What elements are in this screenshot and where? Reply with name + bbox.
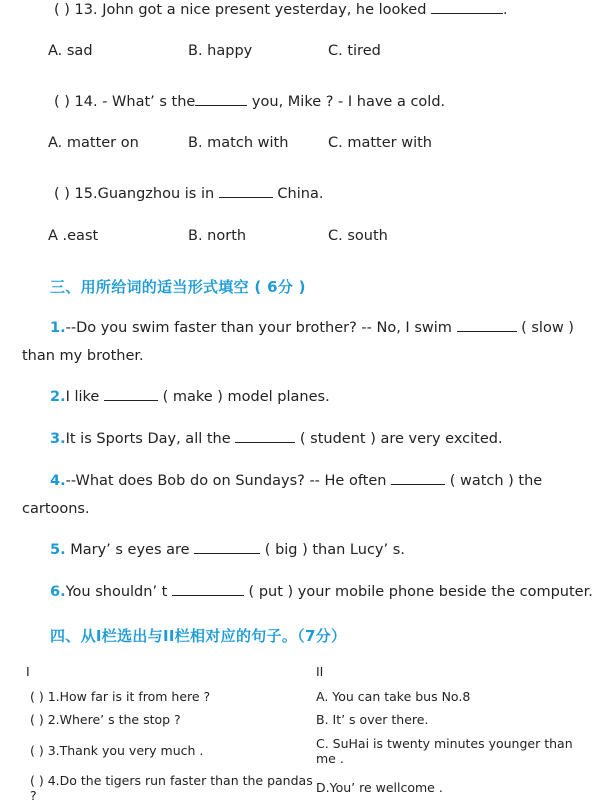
item-text: I like xyxy=(65,389,100,405)
fill-item-4 xyxy=(50,473,542,489)
answer-blank[interactable] xyxy=(431,12,503,14)
question-13 xyxy=(54,2,508,18)
item-number: 4. xyxy=(50,473,66,489)
item-text: --Do you swim faster than your brother? -- No, I swim xyxy=(65,320,452,336)
col1-item-2: ( ) 2.Where’ s the stop ? xyxy=(30,712,181,727)
section-4-title: 四、从I栏选出与II栏相对应的句子。（7分） xyxy=(50,627,347,645)
option-b: B. match with xyxy=(188,135,289,151)
item-text: Mary’ s eyes are xyxy=(65,542,190,558)
fill-item-5 xyxy=(50,542,405,558)
option-b: B. north xyxy=(188,228,247,244)
item-text: You shouldn’ t xyxy=(65,584,168,600)
answer-blank[interactable] xyxy=(195,104,247,106)
item-hint: ( big ) than Lucy’ s. xyxy=(260,542,405,558)
option-a: A .east xyxy=(48,228,99,244)
item-number: 6. xyxy=(50,584,66,600)
col2-item-c: C. SuHai is twenty minutes younger than xyxy=(316,736,573,751)
question-15-text: ( ) 15.Guangzhou is in xyxy=(54,186,215,202)
item-hint: ( student ) are very excited. xyxy=(295,431,503,447)
question-15 xyxy=(54,186,323,202)
fill-item-6 xyxy=(50,584,593,600)
question-14 xyxy=(54,94,445,110)
item-number: 2. xyxy=(50,389,66,405)
column-2-header: II xyxy=(316,664,324,679)
item-hint: ( put ) your mobile phone beside the computer. xyxy=(243,584,593,600)
col2-item-d: D.You’ re wellcome . xyxy=(316,780,443,795)
option-b: B. happy xyxy=(188,43,253,59)
answer-blank[interactable] xyxy=(104,399,158,401)
col2-item-b: B. It’ s over there. xyxy=(316,712,429,727)
item-hint: ( make ) model planes. xyxy=(157,389,330,405)
option-a: A. matter on xyxy=(48,135,139,151)
item-hint: ( watch ) the xyxy=(445,473,543,489)
question-15-suffix: China. xyxy=(272,186,324,202)
item-number: 3. xyxy=(50,431,66,447)
option-c: C. tired xyxy=(328,43,381,59)
col2-item-c-continued: me . xyxy=(316,751,344,766)
item-text: --What does Bob do on Sundays? -- He often xyxy=(65,473,387,489)
answer-blank[interactable] xyxy=(194,552,260,554)
item-text: It is Sports Day, all the xyxy=(65,431,231,447)
col1-item-4: ( ) 4.Do the tigers run faster than the pandas xyxy=(30,773,313,788)
answer-blank[interactable] xyxy=(235,441,295,443)
item-hint: ( slow ) xyxy=(516,320,574,336)
column-1-header: I xyxy=(26,664,30,679)
fill-item-1 xyxy=(50,320,574,336)
fill-item-3 xyxy=(50,431,503,447)
question-14-suffix: you, Mike ? - I have a cold. xyxy=(247,94,446,110)
question-13-suffix: . xyxy=(503,2,508,18)
question-13-text: ( ) 13. John got a nice present yesterday, he looked xyxy=(54,2,427,18)
fill-item-4-continued: cartoons. xyxy=(22,501,90,517)
answer-blank[interactable] xyxy=(172,594,244,596)
question-14-text: ( ) 14. - What’ s the xyxy=(54,94,196,110)
option-c: C. south xyxy=(328,228,388,244)
answer-blank[interactable] xyxy=(391,483,445,485)
col2-item-a: A. You can take bus No.8 xyxy=(316,689,471,704)
option-a: A. sad xyxy=(48,43,93,59)
item-number: 1. xyxy=(50,320,66,336)
option-c: C. matter with xyxy=(328,135,432,151)
fill-item-2 xyxy=(50,389,330,405)
fill-item-1-continued: than my brother. xyxy=(22,348,144,364)
col1-item-3: ( ) 3.Thank you very much . xyxy=(30,743,204,758)
col1-item-4-continued: ? xyxy=(30,788,37,803)
answer-blank[interactable] xyxy=(219,196,273,198)
section-3-title: 三、用所给词的适当形式填空 ( 6分 ) xyxy=(50,278,306,296)
item-number: 5. xyxy=(50,542,66,558)
answer-blank[interactable] xyxy=(457,330,517,332)
col1-item-1: ( ) 1.How far is it from here ? xyxy=(30,689,211,704)
